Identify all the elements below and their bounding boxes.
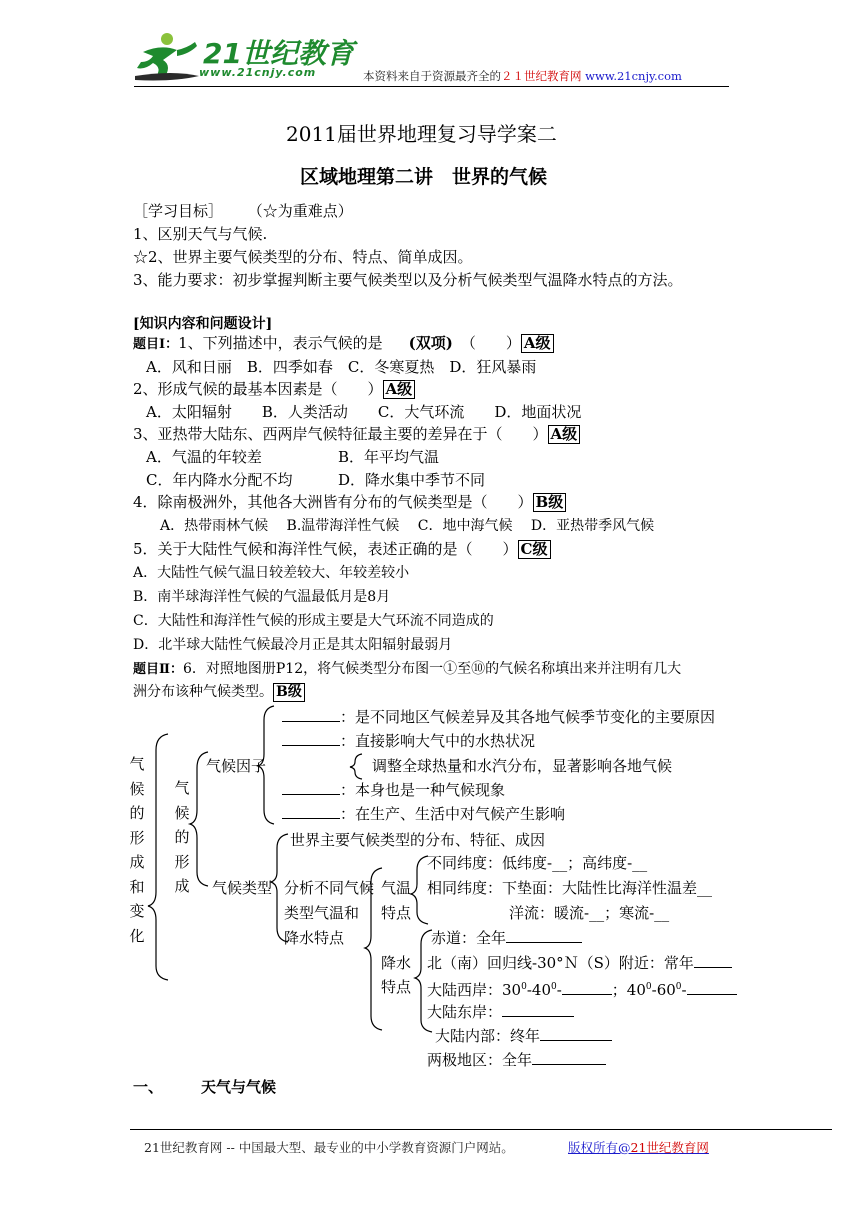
outer-label-char: 形 [129,828,145,847]
outer-label-char: 和 [129,877,145,896]
q6-line1: 6．对照地图册P12，将气候类型分布图一①至⑩的气候名称填出来并注明有几大 [182,661,682,677]
q6-level-badge: B级 [273,683,305,702]
goals-note: （☆为重难点） [247,202,353,220]
q2-stem: 2、形成气候的最基本因素是（ ） [133,380,383,398]
precip-item-5-text: 大陆内部：终年 [435,1027,541,1045]
header-note-prefix: 本资料来自于资源最齐全的 [363,69,501,83]
page-title: 2011届世界地理复习导学案二 [286,122,557,146]
precip-item-2-text: 北（南）回归线-30°Ｎ（S）附近：常年 [427,954,694,972]
precip-item-3-b: -40 [526,981,551,999]
goal-item-2: ☆2、世界主要气候类型的分布、特点、简单成因。 [133,248,473,266]
header-note-url[interactable]: www.21cnjy.com [585,69,682,83]
precip-item-3-blank-1[interactable] [562,981,612,995]
analysis-label-1: 分析不同气候 [284,879,375,897]
precip-item-6 [427,1050,606,1070]
outer-label-char: 的 [129,804,145,822]
goals-heading-label: ［学习目标］ [133,202,224,220]
q1-prefix: 题目Ⅰ： [133,337,179,352]
inner-label-char: 形 [174,852,190,871]
q2-options: A．太阳辐射 B．人类活动 C．大气环流 D．地面状况 [146,403,582,421]
factor-2-sub: 调整全球热量和水汽分布，显著影响各地气候 [372,757,673,775]
q3-option-a: A．气温的年较差 [146,448,262,466]
precip-item-6-text: 两极地区：全年 [427,1051,533,1069]
precip-item-1-blank[interactable] [506,929,582,943]
precip-item-3-c: - [556,981,562,999]
q1-blank: （ ） [460,334,521,352]
precip-item-1 [431,928,582,948]
footer-right-site: 21世纪教育网 [630,1140,709,1155]
temp-item-3: 洋流：暖流-__；寒流-__ [509,904,670,922]
degree-sup: 0 [645,982,652,992]
q3-option-c: C．年内降水分配不均 [146,471,293,489]
temp-label-2: 特点 [381,904,412,922]
footer-copyright-link[interactable] [568,1138,709,1156]
precip-item-3-blank-2[interactable] [687,981,737,995]
section-heading [133,1077,276,1097]
degree-sup: 0 [521,982,527,992]
factor-3 [282,780,505,800]
factor-2 [282,731,535,751]
degree-sup: 0 [550,982,557,992]
q6-line2: 洲分布该种气候类型。 [133,684,273,700]
precip-item-5-blank[interactable] [540,1027,612,1041]
inner-label [173,776,191,899]
inner-label-char: 气 [174,779,190,797]
factor-2-text: ：直接影响大气中的水热状况 [340,732,536,750]
factor-3-text: ：本身也是一种气候现象 [340,781,506,799]
factor-4 [282,804,565,824]
outer-label-char: 候 [129,779,145,798]
precip-item-4-text: 大陆东岸： [427,1003,503,1021]
outer-label-char: 成 [129,853,145,871]
page-subtitle: 区域地理第二讲 世界的气候 [300,166,548,188]
q1-options: A．风和日丽 B．四季如春 C．冬寒夏热 D．狂风暴雨 [146,358,537,376]
section-heading-text: 天气与气候 [201,1078,277,1096]
factor-4-blank[interactable] [282,805,340,819]
q1-level-badge: A级 [521,334,554,353]
outer-label-char: 变 [129,902,145,920]
precip-label-1: 降水 [381,954,412,972]
q5-stem: 5．关于大陆性气候和海洋性气候，表述正确的是（ ） [133,540,518,558]
q5-level-badge: C级 [518,540,551,559]
q4-stem: 4．除南极洲外，其他各大洲皆有分布的气候类型是（ ） [133,493,533,511]
q3-option-d: D．降水集中季节不同 [338,471,486,489]
goal-item-1: 1、区别天气与气候. [133,225,268,243]
logo-url: www.21cnjy.com [199,66,317,79]
factor-1 [282,707,715,727]
outer-label [128,752,146,948]
goal-item-3: 3、能力要求：初步掌握判断主要气候类型以及分析气候类型气温降水特点的方法。 [133,271,683,289]
precip-item-3-a: 大陆西岸：30 [427,981,522,999]
temp-brace [411,856,428,924]
factor-1-blank[interactable] [282,708,340,722]
precip-item-3-f: - [681,981,687,999]
temp-item-1: 不同纬度：低纬度-__；高纬度-__ [427,854,648,872]
analysis-label-3: 降水特点 [284,929,345,947]
outer-brace [148,734,168,980]
footer-left: 21世纪教育网 -- 中国最大型、最专业的中小学教育资源门户网站。 [144,1140,514,1155]
precip-item-3 [427,977,737,1000]
q2-level-badge: A级 [383,380,416,399]
analysis-label-2: 类型气温和 [284,904,360,922]
header-note-site: ２１世纪教育网 [501,69,582,83]
outer-label-char: 化 [129,926,145,945]
q5-option-c: C．大陆性和海洋性气候的形成主要是大气环流不同造成的 [133,613,494,629]
logo-text: 21世纪教育 [203,37,354,70]
precip-item-3-d: ；40 [611,981,646,999]
degree-sup: 0 [675,982,682,992]
inner-label-char: 成 [174,877,190,895]
factor-1-text: ：是不同地区气候差异及其各地气候季节变化的主要原因 [340,708,716,726]
precip-item-3-e: -60 [651,981,676,999]
temp-label-1: 气温 [381,879,412,897]
q1-type: (双项) [408,334,453,352]
precip-item-1-text: 赤道：全年 [431,929,507,947]
q5-option-d: D．北半球大陆性气候最冷月正是其太阳辐射最弱月 [133,637,453,653]
types-item-1: 世界主要气候类型的分布、特征、成因 [290,831,546,849]
q3-level-badge: A级 [548,425,581,444]
precip-item-4-blank[interactable] [502,1003,574,1017]
outer-label-char: 气 [129,755,145,773]
factor-3-blank[interactable] [282,781,340,795]
q4-level-badge: B级 [533,493,567,512]
footer-divider [130,1129,832,1130]
precip-item-5 [435,1026,612,1046]
knowledge-heading: [知识内容和问题设计] [133,316,273,332]
precip-item-4 [427,1002,574,1022]
q6-prefix: 题目Ⅱ： [133,662,183,677]
precip-item-2-blank[interactable] [694,954,732,968]
q1-stem: 1、下列描述中，表示气候的是 [178,334,383,352]
types-label: 气候类型 [212,879,273,897]
sub-brace [350,754,362,779]
section-heading-num: 一、 [133,1078,164,1096]
q3-option-b: B．年平均气温 [338,448,440,466]
precip-label-2: 特点 [381,978,412,996]
q3-stem: 3、亚热带大陆东、西两岸气候特征最主要的差异在于（ ） [133,425,548,443]
factors-label: 气候因子 [206,757,267,775]
factor-2-blank[interactable] [282,732,340,746]
inner-label-char: 候 [174,803,190,822]
factor-4-text: ：在生产、生活中对气候产生影响 [340,805,566,823]
q4-options: A．热带雨林气候 B.温带海洋性气候 C．地中海气候 D．亚热带季风气候 [160,518,655,534]
precip-item-2 [427,953,732,973]
inner-label-char: 的 [174,828,190,846]
footer-right-prefix: 版权所有@ [568,1140,631,1155]
q5-option-b: B．南半球海洋性气候的气温最低月是8月 [133,589,391,605]
q5-option-a: A．大陆性气候气温日较差较大、年较差较小 [133,565,410,581]
precip-item-6-blank[interactable] [532,1051,606,1065]
temp-item-2: 相同纬度：下垫面：大陆性比海洋性温差__ [427,879,713,897]
